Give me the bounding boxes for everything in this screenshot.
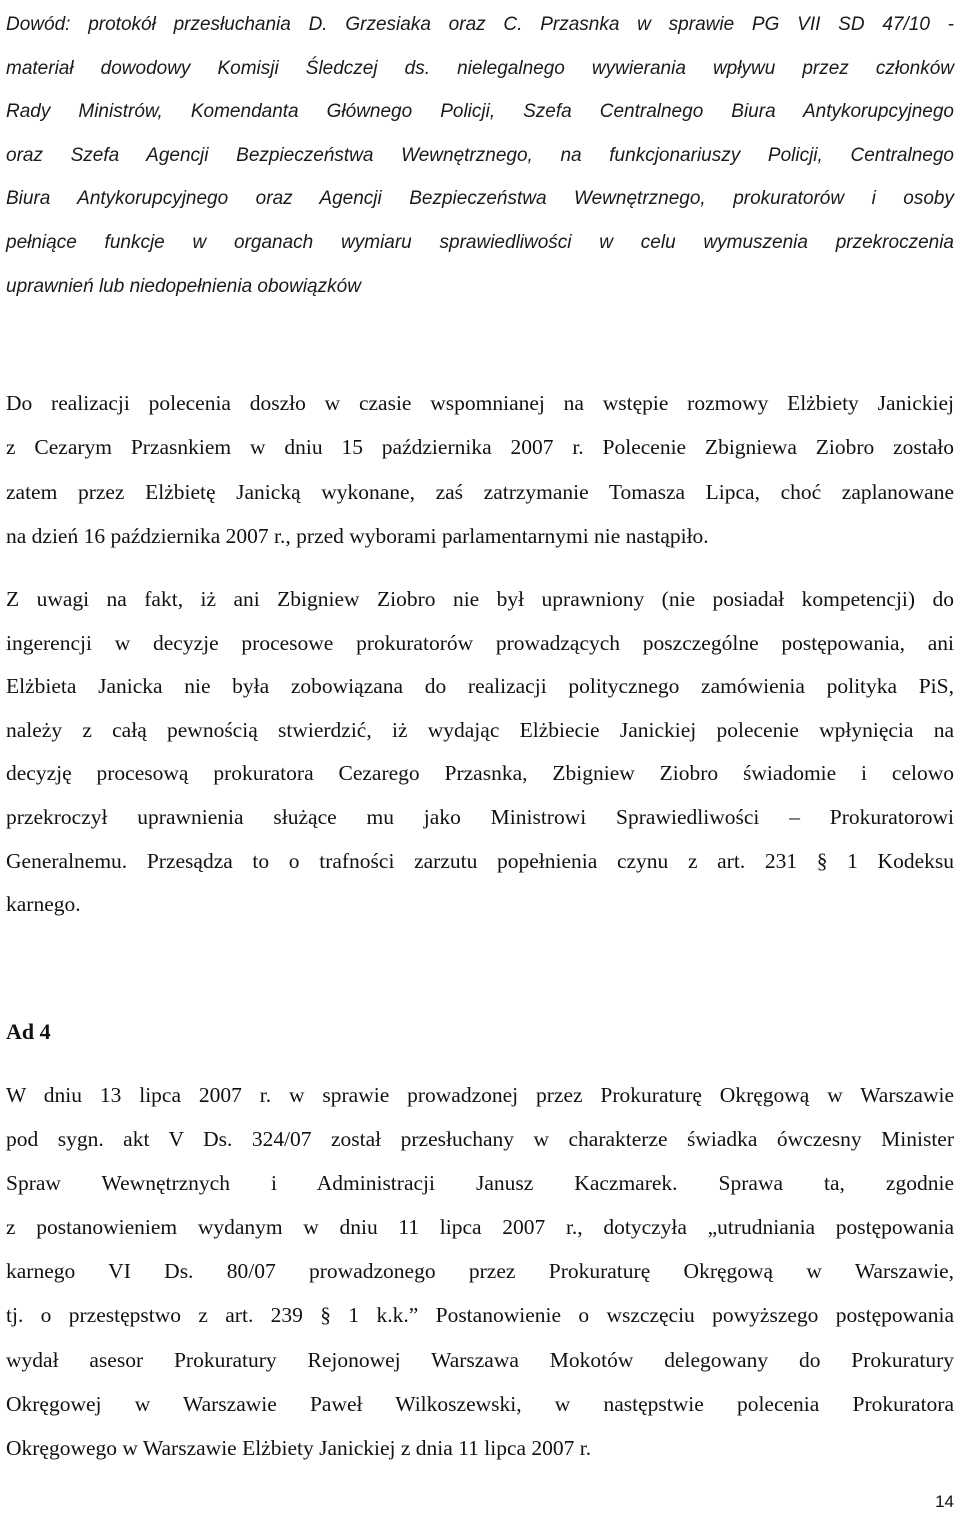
section-heading: Ad 4 [6,1019,51,1044]
source-note-line: Rady Ministrów, Komendanta Głównego Policji, Szefa Centralnego Biura Antykorupcyjnego [6,101,954,123]
source-note-line: oraz Szefa Agencji Bezpieczeństwa Wewnętrznego, na funkcjonariuszy Policji, Centralnego [6,144,954,166]
paragraph-przesluchanie [6,1073,954,1470]
paragraph-line: decyzję procesową prokuratora Cezarego Przasnka, Zbigniew Ziobro świadomie i celowo [6,761,954,786]
paragraph-line: karnego. [6,892,81,917]
paragraph-line: należy z całą pewnością stwierdzić, iż wydając Elżbiecie Janickiej polecenie wpłynięcia na [6,717,954,742]
paragraph-line: Spraw Wewnętrznych i Administracji Janusz Kaczmarek. Sprawa ta, zgodnie [6,1171,954,1196]
paragraph-line: Z uwagi na fakt, iż ani Zbigniew Ziobro nie był uprawniony (nie posiadał kompetencji) do [6,587,954,611]
paragraph-line: karnego VI Ds. 80/07 prowadzonego przez Prokuraturę Okręgową w Warszawie, [6,1259,954,1284]
paragraph-line: na dzień 16 października 2007 r., przed wyborami parlamentarnymi nie nastąpiło. [6,523,709,548]
source-note [6,3,954,308]
paragraph-line: Okręgowej w Warszawie Paweł Wilkoszewski, w następstwie polecenia Prokuratora [6,1391,954,1416]
page-number: 14 [935,1492,954,1511]
paragraph-line: pod sygn. akt V Ds. 324/07 został przesłuchany w charakterze świadka ówczesny Minister [6,1127,954,1152]
paragraph-line: z postanowieniem wydanym w dniu 11 lipca 2007 r., dotyczyła „utrudniania postępowania [6,1215,954,1240]
paragraph-realizacja-polecenia [6,381,954,558]
paragraph-line: Elżbieta Janicka nie była zobowiązana do realizacji politycznego zamówienia polityka PiS, [6,674,954,699]
source-note-line: uprawnień lub niedopełnienia obowiązków [6,275,361,297]
paragraph-line: ingerencji w decyzje procesowe prokuratorów prowadzących poszczególne postępowania, ani [6,630,954,655]
source-note-line: Biura Antykorupcyjnego oraz Agencji Bezpieczeństwa Wewnętrznego, prokuratorów i osoby [6,188,954,210]
paragraph-uprawnienia [6,578,954,927]
paragraph-line: z Cezarym Przasnkiem w dniu 15 października 2007 r. Polecenie Zbigniewa Ziobro zostało [6,435,954,460]
source-note-line: pełniące funkcje w organach wymiaru sprawiedliwości w celu wymuszenia przekroczenia [6,231,954,253]
paragraph-line: Okręgowego w Warszawie Elżbiety Janickiej z dnia 11 lipca 2007 r. [6,1435,592,1460]
paragraph-line: przekroczył uprawnienia służące mu jako Ministrowi Sprawiedliwości – Prokuratorowi [6,804,954,829]
paragraph-line: wydał asesor Prokuratury Rejonowej Warszawa Mokotów delegowany do Prokuratury [6,1347,954,1372]
paragraph-line: Generalnemu. Przesądza to o trafności zarzutu popełnienia czynu z art. 231 § 1 Kodeksu [6,848,954,873]
paragraph-line: tj. o przestępstwo z art. 239 § 1 k.k.” Postanowienie o wszczęciu powyższego postępowania [6,1303,954,1328]
paragraph-line: zatem przez Elżbietę Janicką wykonane, zaś zatrzymanie Tomasza Lipca, choć zaplanowane [6,479,954,504]
paragraph-line: W dniu 13 lipca 2007 r. w sprawie prowadzonej przez Prokuraturę Okręgową w Warszawie [6,1083,954,1107]
paragraph-line: Do realizacji polecenia doszło w czasie wspomnianej na wstępie rozmowy Elżbiety Janickiej [6,391,954,415]
source-note-line: materiał dowodowy Komisji Śledczej ds. nielegalnego wywierania wpływu przez członków [6,57,954,79]
source-note-line: Dowód: protokół przesłuchania D. Grzesiaka oraz C. Przasnka w sprawie PG VII SD 47/10 - [6,14,954,35]
